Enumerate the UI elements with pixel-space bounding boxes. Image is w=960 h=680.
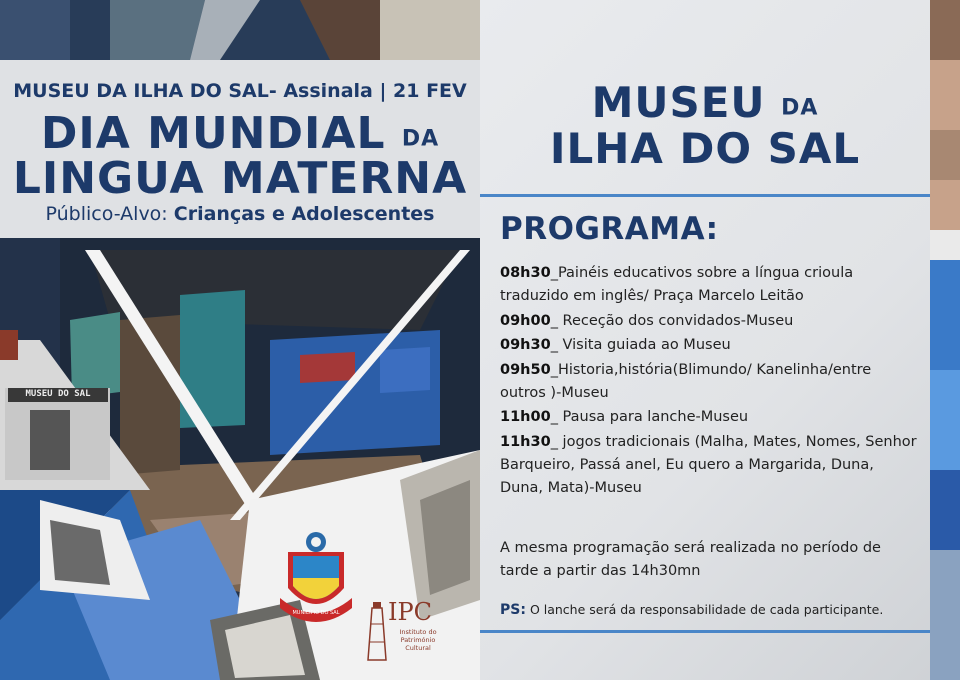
audience-line: Público-Alvo: Crianças e Adolescentes [45,203,435,225]
ps-note: PS: O lanche será da responsabilidade de cada participante. [500,602,884,618]
municipality-logo-text: MUNICÍPIO DO SAL [292,610,340,616]
program-heading: PROGRAMA: [500,211,719,247]
ipc-logo [362,594,450,666]
program-item: 11h30_ jogos tradicionais (Malha, Mates, Nomes, Senhor Barqueiro, Passá anel, Eu quero a Margarida, Duna, Duna, Mata)-Museu [500,433,917,496]
divider-top [480,194,930,197]
program-list [500,262,920,501]
event-date-line: MUSEU DA ILHA DO SAL- Assinala | 21 FEV [13,80,467,102]
program-panel [480,0,930,680]
program-item: 11h00_ Pausa para lanche-Museu [500,409,749,425]
edge-collage [930,0,960,680]
museum-sign: MUSEU DO SAL [25,389,91,399]
event-title-line1: DIA MUNDIAL DA [40,108,440,159]
edge-shapes [930,0,960,680]
program-item: 09h50_Historia,história(Blimundo/ Kanelinha/entre outros )-Museu [500,361,872,401]
program-item: 09h30_ Visita guiada ao Museu [500,337,731,353]
event-title-line2: LINGUA MATERNA [12,153,468,204]
program-item: 08h30_Painéis educativos sobre a língua crioula traduzido em inglês/ Praça Marcelo Leitão [500,265,854,304]
museum-title-line2: ILHA DO SAL [549,124,861,173]
ipc-full-name: Instituto do Património Cultural [399,628,437,652]
program-item: 09h00_ Receção dos convidados-Museu [500,312,794,329]
municipality-logo [270,528,362,628]
event-header [0,60,480,238]
divider-bottom [480,630,930,633]
ipc-acronym: IPC [388,598,432,626]
museum-title-line1: MUSEU DA [591,78,819,127]
afternoon-note: A mesma programação será realizada no período de tarde a partir das 14h30mn [500,540,881,579]
